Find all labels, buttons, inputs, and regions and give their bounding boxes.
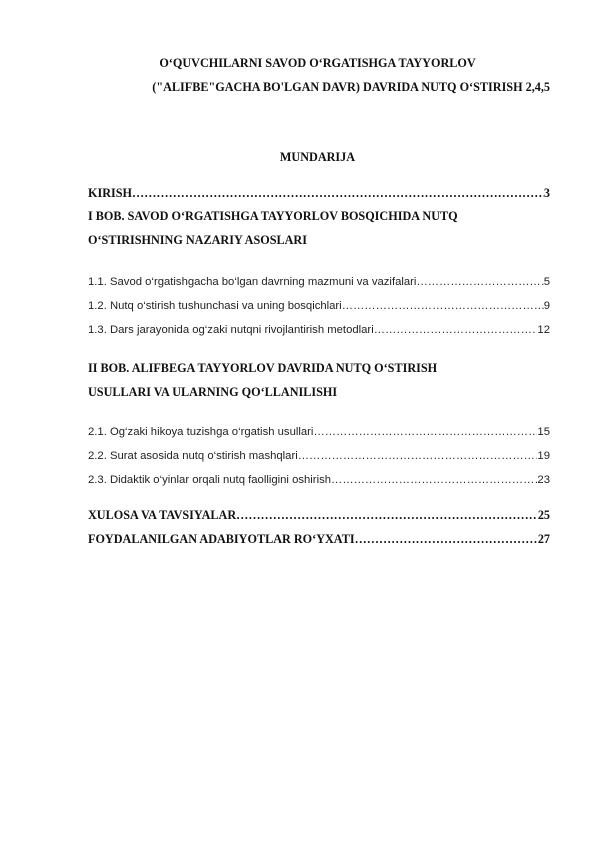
toc-entry-label: 1.3. Dars jarayonida og‘zaki nutqni rivojlantirish metodlari — [88, 324, 374, 336]
toc-dot-leader — [132, 186, 544, 201]
toc-dot-leader — [355, 532, 538, 547]
toc-entry-label: 1.1. Savod o‘rgatishgacha bo‘lgan davrning mazmuni va vazifalari — [88, 276, 417, 288]
toc-entry-page: 23 — [537, 474, 550, 486]
toc-entry-conclusion — [88, 508, 550, 523]
toc-dot-leader — [416, 276, 543, 288]
toc-dot-leader — [331, 474, 537, 486]
toc-chapter-1-line-1: I BOB. SAVOD O‘RGATISHGA TAYYORLOV BOSQICHIDA NUTQ — [88, 209, 458, 223]
toc-dot-leader — [236, 508, 538, 523]
toc-entry-1-3 — [88, 324, 550, 336]
toc-entry-label: 2.1. Og‘zaki hikoya tuzishga o‘rgatish usullari — [88, 426, 314, 438]
toc-entry-page: 9 — [543, 300, 550, 312]
toc-chapter-2-heading — [88, 356, 550, 404]
toc-entry-page: 19 — [537, 450, 550, 462]
toc-entry-page: 25 — [537, 508, 550, 522]
toc-entry-label: 2.3. Didaktik o‘yinlar orqali nutq faolligini oshirish — [88, 474, 332, 486]
toc-entry-page: 3 — [543, 186, 550, 200]
toc-heading: MUNDARIJA — [279, 150, 356, 164]
toc-entry-page: 27 — [537, 532, 550, 546]
toc-entry-2-2 — [88, 450, 550, 462]
toc-chapter-2-line-2: USULLARI VA ULARNING QO‘LLANILISHI — [88, 385, 338, 399]
toc-entry-references — [88, 532, 550, 547]
toc-entry-page: 15 — [537, 426, 550, 438]
toc-entry-label: 2.2. Surat asosida nutq o‘stirish mashqlari — [88, 450, 298, 462]
toc-entry-label: XULOSA VA TAVSIYALAR — [88, 508, 237, 522]
toc-chapter-1-heading — [88, 204, 550, 252]
toc-entry-intro — [88, 186, 550, 201]
toc-entry-1-2 — [88, 300, 550, 312]
toc-entry-2-1 — [88, 426, 550, 438]
toc-chapter-2-line-1: II BOB. ALIFBEGA TAYYORLOV DAVRIDA NUTQ O‘STIRISH — [88, 361, 438, 375]
toc-entry-page: 12 — [537, 324, 550, 336]
toc-entry-label: 1.2. Nutq o‘stirish tushunchasi va uning bosqichlari — [88, 300, 342, 312]
toc-entry-label: FOYDALANILGAN ADABIYOTLAR RO‘YXATI — [88, 532, 355, 546]
toc-dot-leader — [342, 300, 544, 312]
toc-dot-leader — [374, 324, 538, 336]
document-title-line-1: O‘QUVCHILARNI SAVOD O‘RGATISHGA TAYYORLOV — [159, 56, 476, 70]
toc-dot-leader — [298, 450, 538, 462]
toc-dot-leader — [313, 426, 537, 438]
toc-entry-1-1 — [88, 276, 550, 288]
toc-chapter-1-line-2: O‘STIRISHNING NAZARIY ASOSLARI — [88, 233, 307, 247]
document-title-line-2: ("ALIFBE"GACHA BO'LGAN DAVR) DAVRIDA NUTQ O‘STIRISH 2,4,5 — [152, 80, 550, 94]
toc-entry-page: 5 — [543, 276, 550, 288]
toc-entry-2-3 — [88, 474, 550, 486]
toc-entry-label: KIRISH — [88, 186, 133, 200]
